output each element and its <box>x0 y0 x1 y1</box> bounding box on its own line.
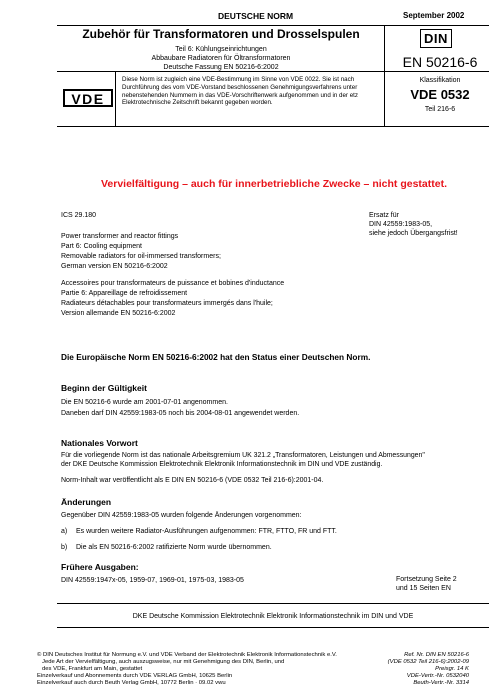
replacement-note <box>369 211 458 238</box>
din-logo-text: DIN <box>424 31 448 46</box>
document-title: Zubehör für Transformatoren und Drosselspulen <box>82 27 360 41</box>
changes-item <box>61 543 272 552</box>
replacement-line: siehe jedoch Übergangsfrist! <box>369 230 458 238</box>
notice-line: Diese Norm ist zugleich eine VDE-Bestimmung im Sinne von VDE 0022. Sie ist nach <box>122 76 355 83</box>
changes-item <box>61 527 337 536</box>
english-title-line: Power transformer and reactor fittings <box>61 233 179 240</box>
changes-heading: Änderungen <box>61 497 112 507</box>
notice-line: nebenstehenden Nummern in das VDE-Vorschriftenwerk aufgenommen und in der etz <box>122 91 358 99</box>
footer-left-line: Einzelverkauf auch durch Beuth Verlag GmbH, 10772 Berlin · 09.02 vwu <box>37 680 226 687</box>
status-statement: Die Europäische Norm EN 50216-6:2002 hat den Status einer Deutschen Norm. <box>61 352 371 362</box>
classification-part: Teil 216-6 <box>424 106 456 113</box>
english-title-line: Removable radiators for oil-immersed transformers; <box>61 252 221 260</box>
validity-heading: Beginn der Gültigkeit <box>61 383 147 393</box>
document-subtitle <box>61 45 381 72</box>
french-title-line: Radiateurs détachables pour transformateurs immergés dans l'huile; <box>61 299 273 307</box>
french-title-line: Partie 6: Appareillage de refroidissement <box>61 289 188 297</box>
earlier-editions-heading: Frühere Ausgaben: <box>61 562 139 572</box>
continuation-line: Fortsetzung Seite 2 <box>396 576 457 583</box>
norm-number: EN 50216-6 <box>402 54 478 70</box>
english-title-line: German version EN 50216-6:2002 <box>61 262 168 270</box>
footer-right-line: (VDE 0532 Teil 216-6):2002-09 <box>387 659 469 666</box>
header-bottom-rule <box>57 126 489 127</box>
dke-statement: DKE Deutsche Kommission Elektrotechnik Elektronik Informationstechnik im DIN und VDE <box>132 613 414 620</box>
footer-right-line: Ref. Nr. DIN EN 50216-6 <box>404 652 469 658</box>
top-label: DEUTSCHE NORM <box>218 11 294 21</box>
national-foreword-text <box>61 452 425 470</box>
vde-logo <box>57 71 115 126</box>
replacement-line: DIN 42559:1983-05, <box>369 221 433 229</box>
changes-item-text: Die als EN 50216-6:2002 ratifizierte Norm wurde übernommen. <box>75 544 272 551</box>
foreword-line: Für die vorliegende Norm ist das nationale Arbeitsgremium UK 321.2 „Transformatoren, Leistungen und Abmessungen" <box>61 452 425 459</box>
french-title <box>61 279 284 319</box>
vde-logo-divider <box>115 71 116 126</box>
header-vertical-rule <box>384 25 385 126</box>
footer-left-line: © DIN Deutsches Institut für Normung e.V. und VDE Verband der Elektrotechnik Elektronik Informationstechnik e.V. <box>37 652 337 658</box>
subtitle-line: Teil 6: Kühlungseinrichtungen <box>175 46 267 53</box>
footer-right-line: Beuth-Vertr.-Nr. 3314 <box>413 680 469 687</box>
earlier-editions-text: DIN 42559:1947x-05, 1959-07, 1969-01, 1975-03, 1983-05 <box>61 577 244 584</box>
french-title-line: Version allemande EN 50216-6:2002 <box>61 309 176 317</box>
continuation-note <box>396 575 457 593</box>
validity-line: Die EN 50216-6 wurde am 2001-07-01 angenommen. <box>61 399 228 406</box>
continuation-line: und 15 Seiten EN <box>396 585 451 593</box>
changes-item-text: Es wurden weitere Radiator-Ausführungen aufgenommen: FTR, FTTO, FR und FTT. <box>75 528 337 535</box>
validity-line: Daneben darf DIN 42559:1983-05 noch bis 2004-08-01 angewendet werden. <box>61 410 300 418</box>
footer-left <box>37 652 337 687</box>
header-middle-rule <box>57 71 489 72</box>
dke-top-rule <box>57 603 489 604</box>
vde-notice <box>122 76 380 107</box>
english-title-line: Part 6: Cooling equipment <box>61 242 142 250</box>
footer-left-line: Jede Art der Vervielfältigung, auch auszugsweise, nur mit Genehmigung des DIN, Berlin, und <box>42 659 285 666</box>
classification-label: Klassifikation <box>419 77 461 84</box>
changes-item-marker: b) <box>61 544 68 551</box>
footer-right-line: Preisgr. 14 K <box>435 666 469 673</box>
din-logo <box>420 29 452 48</box>
national-foreword-extra: Norm-Inhalt war veröffentlicht als E DIN EN 50216-6 (VDE 0532 Teil 216-6):2001-04. <box>61 477 324 484</box>
ics-code: ICS 29.180 <box>61 212 97 219</box>
header-top-rule <box>57 25 489 26</box>
footer-left-line: des VDE, Frankfurt am Main, gestattet <box>42 666 143 673</box>
vde-classification-number: VDE 0532 <box>410 87 470 102</box>
vde-logo-text: VDE <box>71 91 105 107</box>
reproduction-warning: Vervielfältigung – auch für innerbetriebliche Zwecke – nicht gestattet. <box>100 178 447 190</box>
dke-bottom-rule <box>57 627 489 628</box>
footer-left-line: Einzelverkauf und Abonnements durch VDE VERLAG GmbH, 10625 Berlin <box>37 673 233 680</box>
publication-date: September 2002 <box>403 11 465 20</box>
notice-line: Durchführung des vom VDE-Vorstand beschlossenen Genehmigungsverfahrens unter <box>122 83 358 91</box>
notice-line: Elektrotechnische Zeitschrift bekannt gegeben worden. <box>122 99 273 107</box>
footer-right <box>388 652 469 687</box>
changes-intro: Gegenüber DIN 42559:1983-05 wurden folgende Änderungen vorgenommen: <box>61 512 302 519</box>
national-foreword-heading: Nationales Vorwort <box>61 438 138 448</box>
changes-item-marker: a) <box>61 528 68 535</box>
vde-logo-box <box>63 89 113 107</box>
english-title <box>61 232 221 272</box>
subtitle-line: Deutsche Fassung EN 50216-6:2002 <box>163 64 279 72</box>
foreword-line: der DKE Deutsche Kommission Elektrotechnik Elektronik Informationstechnik im DIN und VDE zuständig. <box>61 460 383 468</box>
footer-right-line: VDE-Vertr.-Nr. 0532040 <box>406 673 469 680</box>
french-title-line: Accessoires pour transformateurs de puissance et bobines d'inductance <box>61 280 285 287</box>
validity-text <box>61 397 299 419</box>
replacement-line: Ersatz für <box>369 212 399 219</box>
subtitle-line: Abbaubare Radiatoren für Öltransformatoren <box>151 55 291 63</box>
